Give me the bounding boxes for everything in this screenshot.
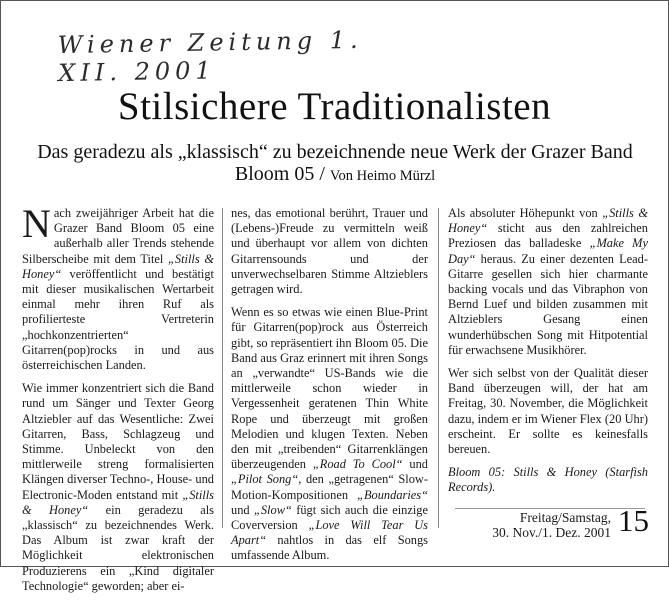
paragraph-text: sticht aus den zahlreichen Preziosen das balladeske <box>448 221 648 251</box>
paragraph-text: Als absoluter Höhepunkt von <box>448 206 603 220</box>
article-headline: Stilsichere Traditionalisten <box>117 85 552 128</box>
paragraph-text: und <box>231 502 254 517</box>
article-paragraph <box>448 206 648 358</box>
title-reference: „Pilot Song“ <box>231 472 299 487</box>
article-paragraph <box>448 366 648 457</box>
handwritten-note: Wiener Zeitung 1. XII. 2001 <box>57 25 363 88</box>
article-paragraph <box>22 381 214 594</box>
footer-divider <box>455 508 645 509</box>
paragraph-text: nes, das emotional berührt, Trauer und (Lebens-)Freude zu vermitteln weiß und überhaupt vor allem von dichten Gitarrensounds und der unverwechselbaren Stimme Altzieblers getragen wird. <box>231 206 428 297</box>
column-body <box>22 201 214 594</box>
drop-cap: N <box>22 201 51 246</box>
issue-date <box>455 510 611 540</box>
paragraph-text: , den „getragenen“ Slow-Motion-Kompositionen <box>231 472 428 502</box>
paragraph-text: Wenn es so etwas wie einen Blue-Print für Gitarren(pop)rock aus Österreich gibt, so repräsentiert ihn Bloom 05. Die Band aus Graz erinnert mit ihren Songs an „verwandte“ US-Bands wie die mittlerweile schon wieder in Vergessenheit geratenen Thin White Rope und überzeugt mit großen Melodien und klugen Texten. Neben den mit „treibenden“ Gitarrenklängen überzeugenden <box>231 305 428 472</box>
title-reference: „Road To Cool“ <box>312 457 403 472</box>
issue-date-range: 30. Nov./1. Dez. 2001 <box>492 525 611 540</box>
paragraph-text: fügt sich auch die einzige Coverversion <box>231 502 428 533</box>
paragraph-text: nahtlos in das elf Songs umfassende Album. <box>231 533 428 563</box>
article-paragraph <box>231 305 428 563</box>
title-reference: „Make My Day“ <box>448 236 649 266</box>
title-reference: „Stills & Honey“ <box>22 487 214 517</box>
paragraph-text: veröffentlicht und bestätigt mit dieser musikalischen Wertarbeit einmal mehr ihren Ruf als profilierteste Vertreterin „hochkonzentrierten“ Gitarren(pop)rocks in und aus österreichischen Landen. <box>22 266 214 373</box>
column-body <box>448 206 648 496</box>
article-column-2 <box>231 206 428 572</box>
title-reference: „Boundaries“ <box>357 487 428 502</box>
byline: Von Heimo Mürzl <box>329 168 436 184</box>
issue-day: Freitag/Samstag, <box>519 510 611 525</box>
paragraph-text: ach zweijähriger Arbeit hat die Grazer Band Bloom 05 eine außerhalb aller Trends stehende Silberscheibe mit dem Titel <box>22 206 214 266</box>
article-column-1 <box>22 201 214 602</box>
column-body <box>231 206 428 564</box>
column-divider <box>438 208 439 528</box>
page-number: 15 <box>618 503 649 538</box>
paragraph-text: ein geradezu als „klassisch“ zu bezeichnendes Werk. Das Album ist zwar kraft der Möglichkeit elektronischen Produzierens ein „Kind digitaler Technologie“ geworden; aber ei- <box>22 502 214 593</box>
article-paragraph <box>231 206 428 297</box>
title-reference: „Slow“ <box>253 502 292 517</box>
article-column-3 <box>448 206 648 504</box>
title-reference: Bloom 05: Stills & Honey (Starfish Records). <box>448 465 648 495</box>
article-paragraph <box>448 465 648 495</box>
subheadline-text: Das geradezu als „klassisch“ zu bezeichnende neue Werk der Grazer Band Bloom 05 / <box>37 141 633 185</box>
title-reference: „Love Will Tear Us Apart“ <box>231 518 428 548</box>
paragraph-text: Wer sich selbst von der Qualität dieser Band überzeugen will, der hat am Freitag, 30. November, die Möglichkeit dazu, indem er im Wiener Flex (20 Uhr) erscheint. Er sollte es keinesfalls bereuen. <box>448 366 648 457</box>
paragraph-text: und <box>402 457 429 472</box>
paragraph-text: heraus. Zu einer dezenten Lead-Gitarre gesellen sich hier charmante backing vocals und das Vibraphon von Bernd Luef und bilden zusammen mit Altzieblers Gesang einen wunderhübschen Song mit Hitpotential für erwachsene Musikhörer. <box>448 251 648 357</box>
column-divider <box>222 208 223 528</box>
title-reference: „Stills & Honey“ <box>22 251 214 281</box>
paragraph-text: Wie immer konzentriert sich die Band rund um Sänger und Texter Georg Altziebler auf das Wesentliche: Zwei Gitarren, Bass, Schlagzeug und Stimme. Unbeleckt von den mittlerweile streng formalisierten Klängen diverser Techno-, House- und Electronic-Moden entstand mit <box>22 381 214 502</box>
article-subheadline <box>20 141 650 187</box>
title-reference: „Stills & Honey“ <box>448 206 648 236</box>
